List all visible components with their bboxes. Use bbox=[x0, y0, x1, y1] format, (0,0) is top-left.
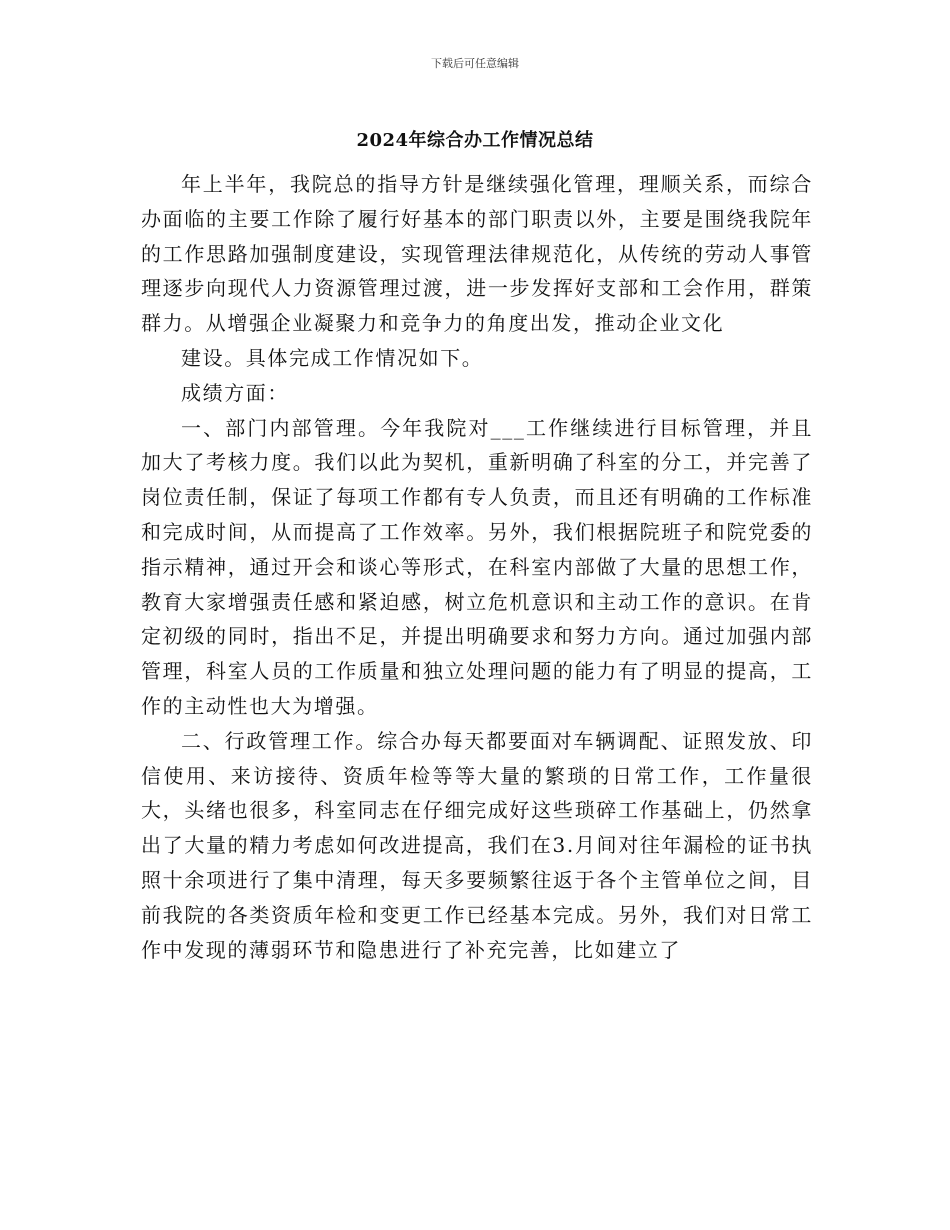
paragraph-achievements-heading: 成绩方面： bbox=[181, 380, 289, 405]
paragraph-department-management: 一、部门内部管理。今年我院对___工作继续进行目标管理，并且加大了考核力度。我们以此为契机，重新明确了科室的分工，并完善了岗位责任制，保证了每项工作都有专人负责，而且还有明确的工作标准和完成时间，从而提高了工作效率。另外，我们根据院班子和院党委的指示精神，通过开会和谈心等形式，在科室内部做了大量的思想工作，教育大家增强责任感和紧迫感，树立危机意识和主动工作的意识。在肯定初级的同时，指出不足，并提出明确要求和努力方向。通过加强内部管理，科室人员的工作质量和独立处理问题的能力有了明显的提高，工作的主动性也大为增强。 bbox=[141, 415, 813, 718]
paragraph-intro-continued: 建设。具体完成工作情况如下。 bbox=[181, 345, 484, 370]
header-note: 下载后可任意编辑 bbox=[431, 57, 519, 70]
paragraph-intro: 年上半年，我院总的指导方针是继续强化管理，理顺关系，而综合办面临的主要工作除了履行好基本的部门职责以外，主要是围绕我院年的工作思路加强制度建设，实现管理法律规范化，从传统的劳动人事管理逐步向现代人力资源管理过渡，进一步发挥好支部和工会作用，群策群力。从增强企业凝聚力和竞争力的角度出发，推动企业文化 bbox=[141, 172, 813, 336]
document-title: 2024年综合办工作情况总结 bbox=[356, 130, 594, 151]
document-body bbox=[141, 167, 813, 967]
paragraph-administrative-work: 二、行政管理工作。综合办每天都要面对车辆调配、证照发放、印信使用、来访接待、资质年检等等大量的繁琐的日常工作，工作量很大，头绪也很多，科室同志在仔细完成好这些琐碎工作基础上，仍然拿出了大量的精力考虑如何改进提高，我们在3.月间对往年漏检的证书执照十余项进行了集中清理，每天多要频繁往返于各个主管单位之间，目前我院的各类资质年检和变更工作已经基本完成。另外，我们对日常工作中发现的薄弱环节和隐患进行了补充完善，比如建立了 bbox=[141, 728, 813, 962]
